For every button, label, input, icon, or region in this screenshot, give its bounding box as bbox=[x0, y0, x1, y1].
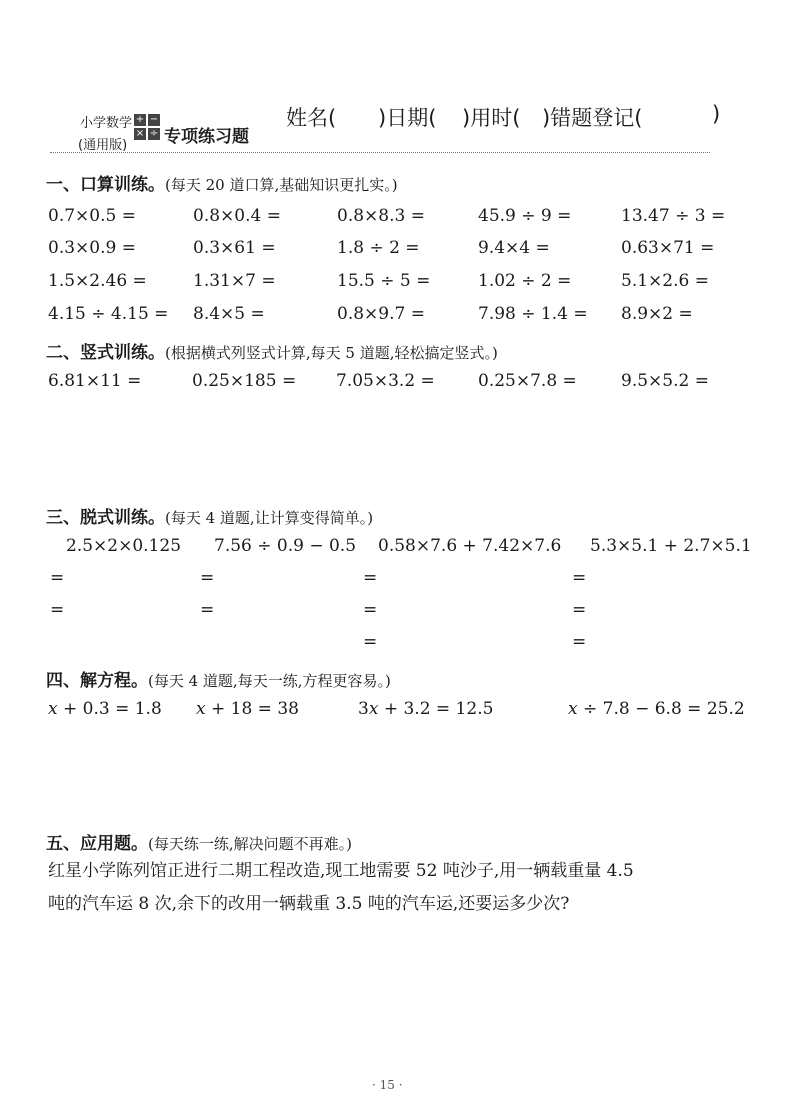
brand-edition: (通用版) bbox=[78, 138, 128, 153]
equation-item: x ÷ 7.8 − 6.8 = 25.2 bbox=[568, 699, 745, 719]
section-3-heading bbox=[46, 503, 373, 528]
page-number: · 15 · bbox=[372, 1078, 403, 1092]
equals-sign: = bbox=[572, 600, 587, 620]
oral-item: 0.7×0.5 = bbox=[48, 206, 136, 226]
oral-item: 4.15 ÷ 4.15 = bbox=[48, 304, 169, 324]
section-3-note: (每天 4 道题,让计算变得简单。) bbox=[165, 509, 374, 527]
variable-x: x bbox=[568, 699, 578, 719]
oral-item: 9.4×4 = bbox=[478, 238, 550, 258]
equation-item: x + 18 = 38 bbox=[196, 699, 299, 719]
section-2-note: (根据横式列竖式计算,每天 5 道题,轻松搞定竖式。) bbox=[165, 344, 498, 362]
section-4-heading bbox=[46, 666, 391, 691]
section-4-note: (每天 4 道题,每天一练,方程更容易。) bbox=[148, 672, 391, 690]
oral-item: 0.8×0.4 = bbox=[193, 206, 281, 226]
oral-item: 8.4×5 = bbox=[193, 304, 265, 324]
minus-icon: − bbox=[149, 114, 159, 125]
equals-sign: = bbox=[363, 600, 378, 620]
brand-subject: 小学数学 bbox=[80, 116, 133, 131]
equation-item: x + 0.3 = 1.8 bbox=[48, 699, 162, 719]
error-log-field-label: )错题登记( bbox=[542, 106, 643, 130]
vertical-item: 6.81×11 = bbox=[48, 371, 142, 391]
vertical-item: 0.25×7.8 = bbox=[478, 371, 577, 391]
equals-sign: = bbox=[50, 600, 65, 620]
name-field-label: 姓名( bbox=[286, 106, 337, 130]
equals-sign: = bbox=[572, 632, 587, 652]
equals-sign: = bbox=[50, 568, 65, 588]
step-item: 0.58×7.6 + 7.42×7.6 bbox=[378, 536, 562, 556]
equals-sign: = bbox=[363, 568, 378, 588]
section-1-title: 一、口算训练。 bbox=[46, 175, 165, 195]
oral-item: 0.63×71 = bbox=[621, 238, 715, 258]
section-2-heading bbox=[46, 338, 498, 363]
date-field-label: )日期( bbox=[378, 106, 437, 130]
variable-x: x bbox=[48, 699, 58, 719]
plus-icon: + bbox=[135, 114, 145, 125]
equals-sign: = bbox=[572, 568, 587, 588]
section-5-note: (每天练一练,解决问题不再难。) bbox=[148, 835, 352, 853]
step-item: 7.56 ÷ 0.9 − 0.5 bbox=[214, 536, 357, 556]
section-2-title: 二、竖式训练。 bbox=[46, 343, 165, 363]
operator-icons bbox=[134, 114, 162, 152]
oral-item: 1.5×2.46 = bbox=[48, 271, 147, 291]
oral-item: 0.8×8.3 = bbox=[337, 206, 425, 226]
divide-icon: ÷ bbox=[149, 128, 159, 139]
error-log-close-paren: ) bbox=[712, 102, 721, 126]
word-problem-line-1: 红星小学陈列馆正进行二期工程改造,现工地需要 52 吨沙子,用一辆载重量 4.5 bbox=[48, 861, 634, 881]
oral-item: 1.02 ÷ 2 = bbox=[478, 271, 572, 291]
section-1-note: (每天 20 道口算,基础知识更扎实。) bbox=[165, 176, 398, 194]
oral-item: 15.5 ÷ 5 = bbox=[337, 271, 431, 291]
section-5-title: 五、应用题。 bbox=[46, 834, 148, 854]
oral-item: 13.47 ÷ 3 = bbox=[621, 206, 726, 226]
equation-item: 3x + 3.2 = 12.5 bbox=[358, 699, 494, 719]
oral-item: 0.3×61 = bbox=[193, 238, 276, 258]
word-problem-line-2: 吨的汽车运 8 次,余下的改用一辆载重 3.5 吨的汽车运,还要运多少次? bbox=[48, 894, 570, 914]
variable-x: x bbox=[196, 699, 206, 719]
header-divider bbox=[50, 152, 710, 153]
equals-sign: = bbox=[363, 632, 378, 652]
step-item: 5.3×5.1 + 2.7×5.1 bbox=[590, 536, 752, 556]
times-icon: × bbox=[135, 128, 145, 139]
oral-item: 0.8×9.7 = bbox=[337, 304, 425, 324]
oral-item: 7.98 ÷ 1.4 = bbox=[478, 304, 588, 324]
oral-item: 0.3×0.9 = bbox=[48, 238, 136, 258]
equals-sign: = bbox=[200, 568, 215, 588]
variable-x: x bbox=[368, 699, 379, 719]
brand-title: 专项练习题 bbox=[164, 127, 249, 147]
time-field-label: )用时( bbox=[462, 106, 521, 130]
oral-item: 1.31×7 = bbox=[193, 271, 276, 291]
step-item: 2.5×2×0.125 bbox=[66, 536, 182, 556]
equals-sign: = bbox=[200, 600, 215, 620]
oral-item: 5.1×2.6 = bbox=[621, 271, 709, 291]
vertical-item: 0.25×185 = bbox=[192, 371, 297, 391]
oral-item: 8.9×2 = bbox=[621, 304, 693, 324]
vertical-item: 7.05×3.2 = bbox=[336, 371, 435, 391]
section-3-title: 三、脱式训练。 bbox=[46, 508, 165, 528]
oral-item: 45.9 ÷ 9 = bbox=[478, 206, 572, 226]
oral-item: 1.8 ÷ 2 = bbox=[337, 238, 420, 258]
vertical-item: 9.5×5.2 = bbox=[621, 371, 709, 391]
section-4-title: 四、解方程。 bbox=[46, 671, 148, 691]
section-5-heading bbox=[46, 829, 352, 854]
section-1-heading bbox=[46, 170, 398, 195]
